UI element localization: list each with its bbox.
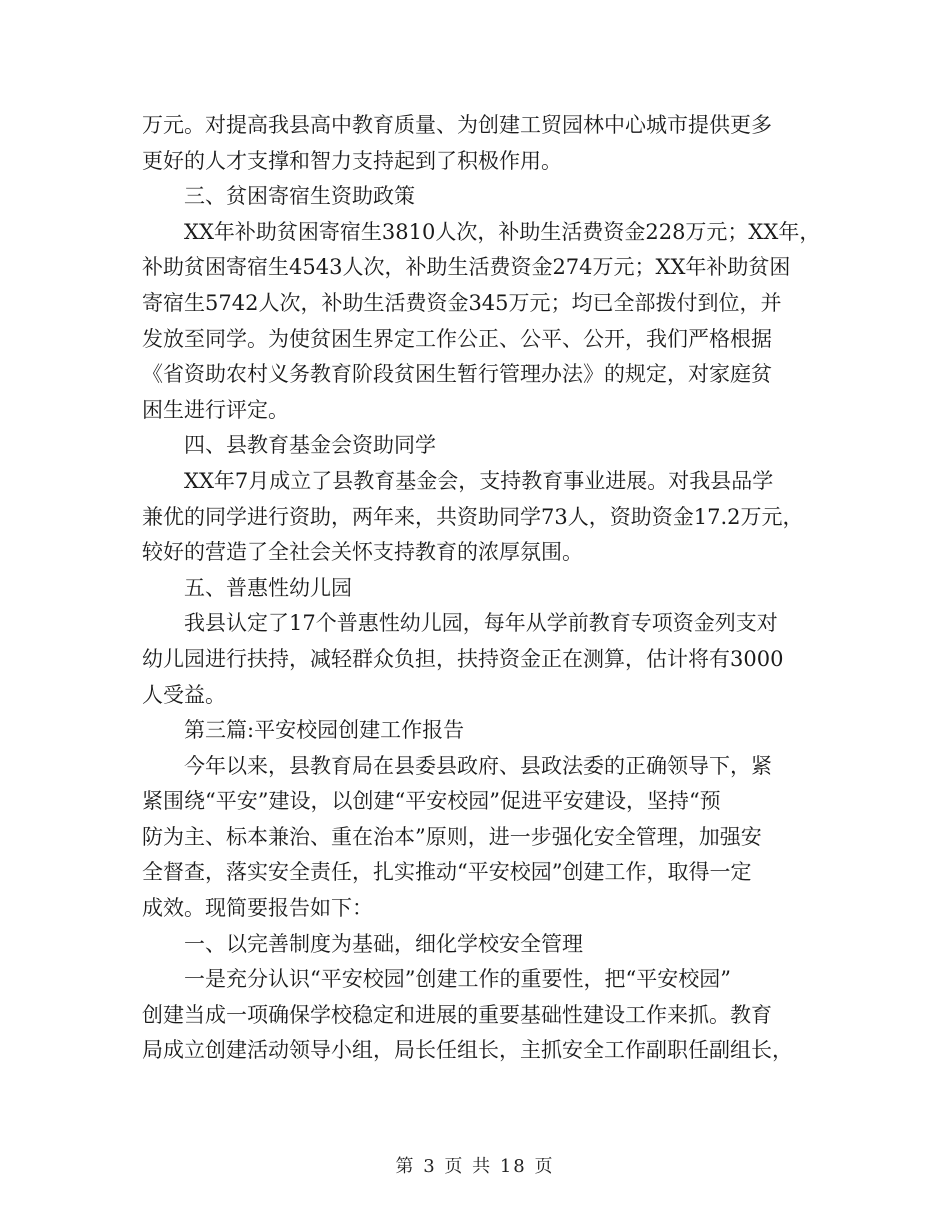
text-line: 创建当成一项确保学校稳定和进展的重要基础性建设工作来抓。教育 bbox=[142, 1002, 772, 1027]
text-line: 更好的人才支撑和智力支持起到了积极作用。 bbox=[142, 148, 562, 173]
text-line: 幼儿园进行扶持，减轻群众负担，扶持资金正在测算，估计将有3000 bbox=[142, 646, 784, 671]
text-line: 较好的营造了全社会关怀支持教育的浓厚氛围。 bbox=[142, 540, 583, 565]
text-line: 防为主、标本兼治、重在治本”原则，进一步强化安全管理，加强安 bbox=[142, 824, 762, 849]
text-line: 全督查，落实安全责任，扎实推动“平安校园”创建工作，取得一定 bbox=[142, 860, 752, 885]
text-line: 兼优的同学进行资助，两年来，共资助同学73人，资助资金17.2万元， bbox=[142, 504, 804, 529]
text-line: 《省资助农村义务教育阶段贫困生暂行管理办法》的规定，对家庭贫 bbox=[142, 362, 772, 387]
text-line: 人受益。 bbox=[142, 682, 226, 707]
text-line: 我县认定了17个普惠性幼儿园，每年从学前教育专项资金列支对 bbox=[184, 611, 778, 636]
text-line: 补助贫困寄宿生4543人次，补助生活费资金274万元；XX年补助贫困 bbox=[142, 255, 791, 280]
text-line: 万元。对提高我县高中教育质量、为创建工贸园林中心城市提供更多 bbox=[142, 113, 772, 137]
text-line: 一是充分认识“平安校园”创建工作的重要性，把“平安校园” bbox=[184, 967, 731, 992]
text-line: XX年补助贫困寄宿生3810人次，补助生活费资金228万元；XX年， bbox=[184, 219, 821, 244]
text-line: 寄宿生5742人次，补助生活费资金345万元；均已全部拨付到位，并 bbox=[142, 290, 782, 315]
text-line: 一、以完善制度为基础，细化学校安全管理 bbox=[184, 931, 583, 956]
text-line: 五、普惠性幼儿园 bbox=[184, 575, 352, 600]
page-number-footer: 第 3 页 共 18 页 bbox=[395, 1156, 555, 1177]
text-line: 困生进行评定。 bbox=[142, 397, 289, 422]
document-body bbox=[142, 108, 832, 1069]
text-line: 发放至同学。为使贫困生界定工作公正、公平、公开，我们严格根据 bbox=[142, 326, 772, 351]
text-line: 今年以来，县教育局在县委县政府、县政法委的正确领导下，紧 bbox=[184, 753, 772, 778]
text-line: XX年7月成立了县教育基金会，支持教育事业进展。对我县品学 bbox=[184, 468, 774, 493]
text-line: 第三篇:平安校园创建工作报告 bbox=[184, 718, 465, 743]
text-line: 成效。现简要报告如下： bbox=[142, 896, 373, 921]
text-line: 紧围绕“平安”建设，以创建“平安校园”促进平安建设，坚持“预 bbox=[142, 789, 721, 814]
text-line: 局成立创建活动领导小组，局长任组长，主抓安全工作副职任副组长， bbox=[142, 1038, 793, 1063]
text-line: 三、贫困寄宿生资助政策 bbox=[184, 184, 415, 209]
text-line: 四、县教育基金会资助同学 bbox=[184, 433, 436, 458]
